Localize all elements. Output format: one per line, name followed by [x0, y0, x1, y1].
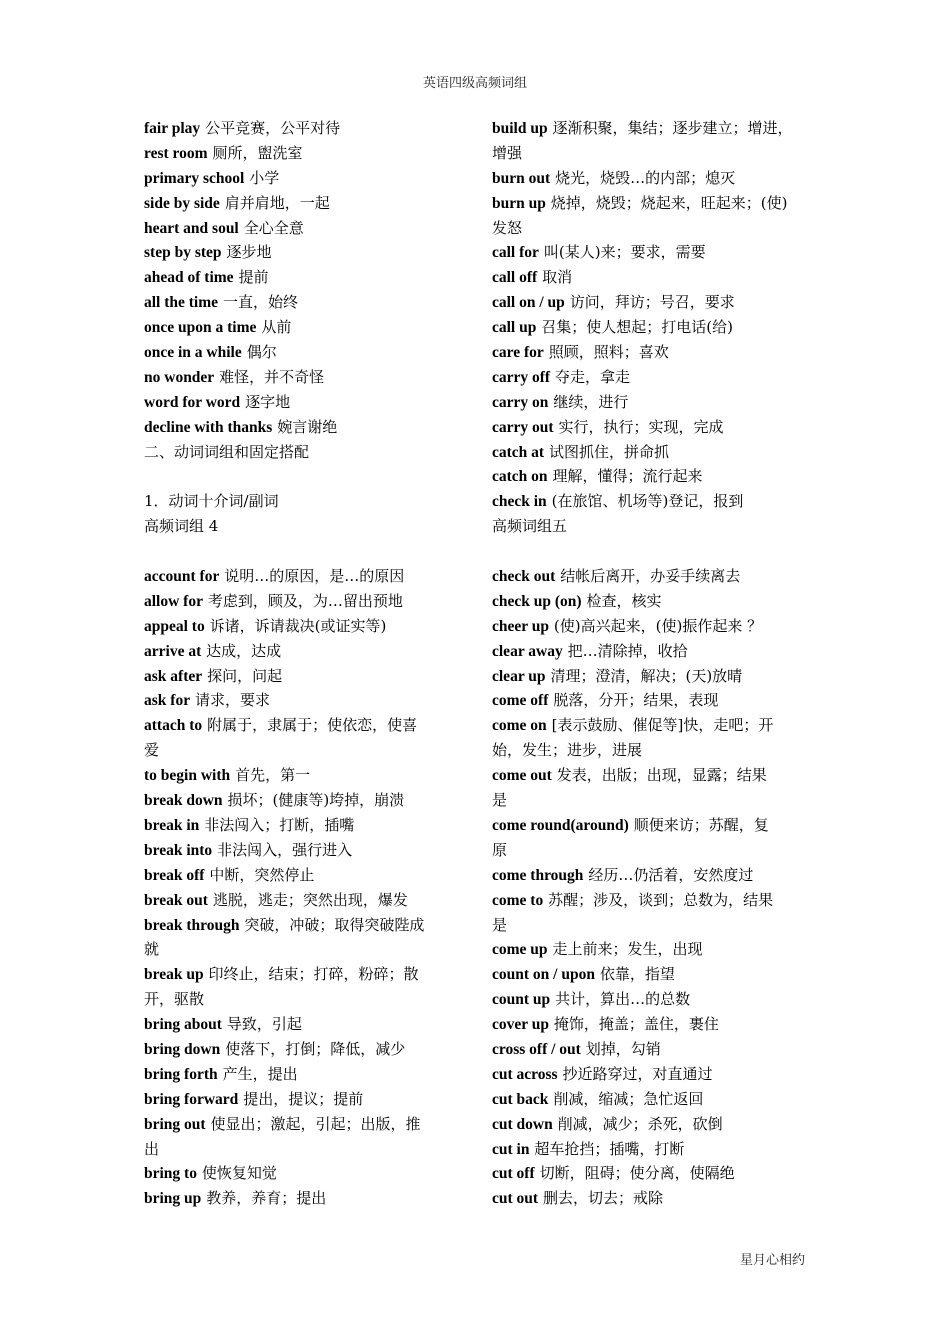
phrase-term: carry on: [492, 393, 549, 411]
phrase-definition: 逐字地: [245, 392, 291, 411]
phrase-term: cut out: [492, 1190, 539, 1208]
entry-line: [144, 489, 462, 514]
phrase-definition: (在旅馆、机场等)登记，报到: [551, 492, 744, 511]
phrase-definition: 逐渐积聚，集结；逐步建立；增进，: [552, 119, 793, 137]
phrase-definition: 非法闯入；打断，插嘴: [204, 815, 355, 834]
right-column: [492, 116, 810, 1211]
phrase-definition: 探问，问起: [207, 666, 283, 685]
phrase-definition: 提出，提议；提前: [243, 1089, 364, 1108]
phrase-definition: 说明…的原因，是…的原因: [224, 567, 405, 586]
phrase-term: bring down: [144, 1040, 221, 1058]
phrase-definition: 突破，冲破；取得突破陛成: [244, 915, 425, 934]
phrase-term: break down: [144, 792, 223, 810]
phrase-definition: 划掉，勾销: [585, 1039, 661, 1058]
phrase-definition: 附属于，隶属于；使依恋，使喜: [207, 716, 418, 735]
phrase-definition: 清理；澄清，解决；(天)放晴: [550, 666, 743, 685]
phrase-term: to begin with: [144, 767, 231, 785]
text-line: 是: [492, 915, 508, 934]
phrase-term: break in: [144, 816, 200, 834]
phrase-term: allow for: [144, 592, 203, 610]
text-line: 发怒: [492, 218, 523, 237]
entry-line: [492, 340, 810, 365]
phrase-definition: 试图抓住，拼命抓: [549, 442, 670, 461]
entry-line: [492, 614, 810, 639]
phrase-definition: 非法闯入，强行进入: [217, 840, 353, 859]
entry-line: [492, 738, 810, 763]
entry-line: [492, 116, 810, 141]
phrase-term: fair play: [144, 120, 201, 137]
entry-line: [144, 415, 462, 440]
phrase-term: carry off: [492, 368, 551, 386]
phrase-term: cut down: [492, 1115, 553, 1133]
phrase-definition: 逃脱，逃走；突然出现，爆发: [212, 890, 408, 909]
phrase-definition: 导致，引起: [226, 1015, 302, 1034]
entry-line: [492, 240, 810, 265]
entry-line: [144, 315, 462, 340]
entry-line: [492, 962, 810, 987]
phrase-definition: 继续，进行: [553, 392, 629, 411]
entry-line: [492, 913, 810, 938]
entry-line: [492, 265, 810, 290]
phrase-definition: 小学: [249, 168, 280, 187]
entry-line: [492, 539, 810, 564]
text-line: 爱: [144, 741, 160, 760]
entry-line: [492, 639, 810, 664]
entry-line: [492, 1161, 810, 1186]
phrase-definition: 偶尔: [246, 343, 277, 362]
phrase-definition: 厕所，盥洗室: [212, 143, 303, 162]
entry-line: [144, 1137, 462, 1162]
phrase-term: cut back: [492, 1090, 549, 1108]
entry-line: [492, 763, 810, 788]
entry-line: [144, 265, 462, 290]
text-line: 出: [144, 1139, 160, 1158]
phrase-definition: 首先，第一: [235, 766, 311, 785]
entry-line: [144, 788, 462, 813]
phrase-definition: 顺便来访；苏醒，复: [633, 815, 769, 834]
phrase-definition: 召集；使人想起；打电话(给): [541, 318, 734, 337]
phrase-definition: 婉言谢绝: [277, 417, 338, 436]
entry-line: [144, 240, 462, 265]
phrase-term: cross off / out: [492, 1040, 581, 1058]
phrase-term: step by step: [144, 244, 222, 262]
entry-line: [144, 937, 462, 962]
phrase-term: cut across: [492, 1065, 558, 1083]
entry-line: [492, 863, 810, 888]
entry-line: [492, 489, 810, 514]
entry-line: [492, 440, 810, 465]
entry-line: [492, 1062, 810, 1087]
phrase-definition: 逐步地: [226, 243, 272, 262]
phrase-term: ask after: [144, 667, 203, 685]
entry-line: [492, 415, 810, 440]
entry-line: [492, 1186, 810, 1211]
phrase-term: bring about: [144, 1016, 222, 1034]
entry-line: [492, 788, 810, 813]
phrase-term: catch at: [492, 443, 545, 461]
phrase-term: ahead of time: [144, 269, 234, 287]
phrase-term: break out: [144, 891, 208, 909]
phrase-definition: 一直，始终: [222, 293, 298, 312]
entry-line: [492, 1012, 810, 1037]
entry-line: [144, 589, 462, 614]
phrase-term: come off: [492, 692, 549, 710]
phrase-definition: 走上前来；发生，出现: [552, 940, 703, 959]
phrase-term: call off: [492, 269, 538, 287]
phrase-term: cut in: [492, 1140, 530, 1158]
phrase-term: bring forward: [144, 1090, 239, 1108]
entry-line: [144, 913, 462, 938]
entry-line: [492, 813, 810, 838]
entry-line: [144, 166, 462, 191]
entry-line: [144, 688, 462, 713]
phrase-definition: 使显出；激起，引起；出版，推: [210, 1114, 421, 1133]
phrase-term: ask for: [144, 692, 191, 710]
phrase-term: check up (on): [492, 592, 582, 610]
entry-line: [144, 738, 462, 763]
phrase-definition: 切断，阻碍；使分离，使隔绝: [539, 1164, 735, 1183]
page-footer: 星月心相约: [739, 1253, 805, 1268]
entry-line: [492, 888, 810, 913]
phrase-term: break through: [144, 916, 240, 934]
entry-line: [492, 191, 810, 216]
page-header: 英语四级高频词组: [422, 76, 527, 91]
phrase-term: build up: [492, 120, 548, 137]
phrase-definition: 难怪，并不奇怪: [219, 367, 325, 386]
entry-line: [144, 1062, 462, 1087]
phrase-definition: 苏醒；涉及，谈到；总数为，结果: [548, 890, 774, 909]
phrase-term: appeal to: [144, 617, 205, 635]
entry-line: [144, 987, 462, 1012]
phrase-definition: 依靠，指望: [599, 965, 675, 984]
entry-line: [492, 290, 810, 315]
entry-line: [144, 390, 462, 415]
entry-line: [144, 539, 462, 564]
text-line: 高频词组五: [492, 517, 568, 536]
phrase-definition: 中断，突然停止: [209, 865, 315, 884]
phrase-definition: 取消: [542, 268, 573, 287]
entry-line: [144, 962, 462, 987]
entry-line: [144, 838, 462, 863]
phrase-definition: 肩并肩地，一起: [224, 193, 330, 212]
entry-line: [144, 1186, 462, 1211]
phrase-term: carry out: [492, 418, 554, 436]
phrase-term: clear up: [492, 667, 546, 685]
phrase-term: arrive at: [144, 642, 202, 660]
phrase-term: all the time: [144, 294, 219, 312]
entry-line: [492, 987, 810, 1012]
entry-line: [144, 216, 462, 241]
entry-line: [492, 1087, 810, 1112]
phrase-definition: 使落下，打倒；降低，减少: [225, 1039, 406, 1058]
phrase-definition: 结帐后离开，办妥手续离去: [560, 567, 741, 586]
entry-line: [144, 1161, 462, 1186]
entry-line: [492, 1112, 810, 1137]
phrase-term: decline with thanks: [144, 418, 273, 436]
text-line: 就: [144, 940, 160, 959]
phrase-definition: 经历…仍活着，安然度过: [588, 865, 754, 884]
phrase-definition: 印终止，结束；打碎，粉碎；散: [208, 965, 419, 984]
phrase-term: primary school: [144, 169, 245, 187]
phrase-definition: 达成，达成: [206, 641, 282, 660]
phrase-definition: 请求，要求: [195, 691, 271, 710]
entry-line: [144, 1112, 462, 1137]
phrase-term: once upon a time: [144, 319, 257, 337]
entry-line: [144, 290, 462, 315]
entry-line: [144, 863, 462, 888]
phrase-definition: 从前: [261, 318, 292, 337]
phrase-term: come through: [492, 866, 584, 884]
phrase-term: cover up: [492, 1016, 549, 1034]
text-line: 高频词组 4: [144, 517, 219, 536]
entry-line: [492, 564, 810, 589]
phrase-definition: 抄近路穿过，对直通过: [562, 1064, 713, 1083]
phrase-definition: 检查，核实: [586, 591, 662, 610]
left-column: [144, 116, 462, 1211]
entry-line: [492, 713, 810, 738]
phrase-term: catch on: [492, 468, 548, 486]
phrase-term: bring up: [144, 1190, 202, 1208]
entry-line: [144, 116, 462, 141]
phrase-term: side by side: [144, 194, 220, 212]
text-line: 开，驱散: [144, 990, 205, 1009]
phrase-definition: 削减，缩减；急忙返回: [553, 1089, 704, 1108]
entry-line: [144, 191, 462, 216]
phrase-definition: 使恢复知觉: [201, 1164, 277, 1183]
text-line: 原: [492, 840, 508, 859]
phrase-term: bring forth: [144, 1065, 218, 1083]
text-line: 始，发生；进步，进展: [492, 741, 643, 760]
phrase-definition: 产生，提出: [222, 1064, 298, 1083]
phrase-term: cut off: [492, 1165, 535, 1183]
entry-line: [144, 763, 462, 788]
entry-line: [144, 365, 462, 390]
phrase-term: come on: [492, 717, 547, 735]
phrase-definition: 实行，执行；实现，完成: [558, 417, 724, 436]
phrase-definition: 夺走，拿走: [555, 367, 631, 386]
phrase-term: no wonder: [144, 368, 215, 386]
phrase-definition: 把…清除掉，收拾: [567, 641, 688, 660]
phrase-term: account for: [144, 568, 220, 586]
phrase-term: break into: [144, 841, 213, 859]
phrase-definition: 提前: [238, 268, 269, 287]
entry-line: [144, 514, 462, 539]
phrase-term: clear away: [492, 642, 563, 660]
phrase-term: check in: [492, 493, 547, 511]
entry-line: [144, 639, 462, 664]
phrase-definition: 考虑到，顾及，为…留出预地: [207, 591, 403, 610]
phrase-term: come round(around): [492, 816, 629, 834]
entry-line: [144, 813, 462, 838]
entry-line: [492, 1037, 810, 1062]
phrase-definition: 全心全意: [243, 218, 304, 237]
phrase-definition: 共计，算出…的总数: [555, 990, 691, 1009]
phrase-term: bring out: [144, 1115, 206, 1133]
text-line: 二、动词词组和固定搭配: [144, 442, 310, 461]
entry-line: [492, 141, 810, 166]
phrase-definition: 叫(某人)来；要求，需要: [543, 243, 706, 262]
text-line: 增强: [492, 143, 523, 162]
phrase-term: break up: [144, 966, 204, 984]
phrase-definition: 损坏；(健康等)垮掉，崩溃: [227, 791, 405, 810]
phrase-definition: [表示鼓励、催促等]快，走吧；开: [551, 716, 774, 735]
phrase-definition: 超车抢挡；插嘴，打断: [534, 1139, 685, 1158]
phrase-definition: 访问，拜访；号召，要求: [569, 293, 735, 312]
entry-line: [492, 664, 810, 689]
text-line: 是: [492, 791, 508, 810]
phrase-term: heart and soul: [144, 219, 239, 237]
phrase-definition: 烧掉，烧毁；烧起来，旺起来；(使): [550, 193, 788, 212]
phrase-term: count on / upon: [492, 966, 595, 984]
phrase-term: burn up: [492, 194, 546, 212]
entry-line: [144, 664, 462, 689]
phrase-term: cheer up: [492, 617, 549, 635]
phrase-term: come up: [492, 941, 548, 959]
entry-line: [492, 514, 810, 539]
phrase-definition: (使)高兴起来，(使)振作起来 ？: [553, 616, 763, 635]
entry-line: [144, 888, 462, 913]
entry-line: [144, 464, 462, 489]
phrase-term: check out: [492, 568, 556, 586]
entry-line: [144, 141, 462, 166]
phrase-term: rest room: [144, 144, 208, 162]
entry-line: [492, 390, 810, 415]
entry-line: [492, 838, 810, 863]
entry-line: [492, 589, 810, 614]
phrase-definition: 削减，减少；杀死，砍倒: [557, 1114, 723, 1133]
phrase-term: word for word: [144, 393, 241, 411]
entry-line: [144, 1037, 462, 1062]
phrase-term: come out: [492, 767, 552, 785]
phrase-term: bring to: [144, 1165, 197, 1183]
phrase-definition: 掩饰，掩盖；盖住，裹住: [553, 1015, 719, 1034]
phrase-definition: 公平竞赛，公平对待: [205, 119, 341, 137]
entry-line: [144, 564, 462, 589]
phrase-definition: 诉诸，诉请裁决(或证实等): [209, 616, 387, 635]
phrase-term: once in a while: [144, 344, 242, 362]
entry-line: [492, 1137, 810, 1162]
entry-line: [492, 464, 810, 489]
entry-line: [144, 340, 462, 365]
entry-line: [144, 1012, 462, 1037]
entry-line: [144, 713, 462, 738]
entry-line: [492, 688, 810, 713]
text-line: 1．动词十介词/副词: [144, 492, 279, 511]
phrase-term: call on / up: [492, 294, 565, 312]
phrase-term: call for: [492, 244, 539, 262]
phrase-definition: 烧光，烧毁…的内部；熄灭: [555, 168, 736, 187]
entry-line: [144, 1087, 462, 1112]
phrase-definition: 脱落，分开；结果，表现: [553, 691, 719, 710]
phrase-definition: 发表，出版；出现，显露；结果: [556, 766, 767, 785]
phrase-term: count up: [492, 991, 551, 1009]
entry-line: [492, 315, 810, 340]
phrase-definition: 照顾，照料；喜欢: [548, 343, 669, 362]
phrase-definition: 删去，切去；戒除: [543, 1189, 664, 1208]
entry-line: [144, 440, 462, 465]
phrase-term: break off: [144, 866, 205, 884]
phrase-term: call up: [492, 319, 537, 337]
phrase-term: come to: [492, 891, 544, 909]
phrase-definition: 理解，懂得；流行起来: [552, 467, 703, 486]
phrase-term: care for: [492, 344, 544, 362]
entry-line: [492, 216, 810, 241]
phrase-term: burn out: [492, 169, 551, 187]
entry-line: [492, 166, 810, 191]
phrase-definition: 教养，养育；提出: [206, 1189, 327, 1208]
entry-line: [144, 614, 462, 639]
entry-line: [492, 937, 810, 962]
phrase-term: attach to: [144, 717, 203, 735]
entry-line: [492, 365, 810, 390]
